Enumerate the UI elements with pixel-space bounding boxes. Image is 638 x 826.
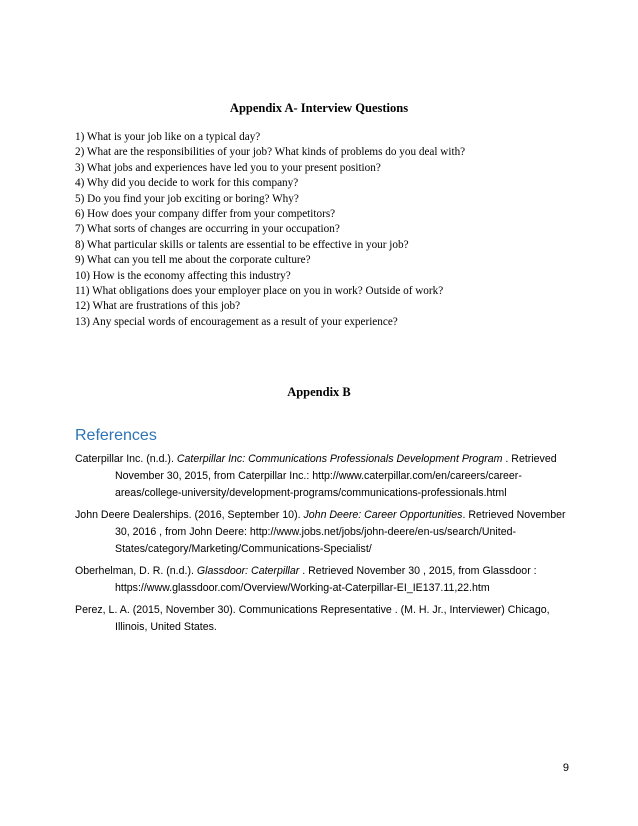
reference-list <box>75 451 570 641</box>
appendix-a-title: Appendix A- Interview Questions <box>229 101 409 115</box>
reference-title: John Deere: Career Opportunities <box>303 509 463 521</box>
reference-text: . Retrieved November 30, 2015, from Caterpillar Inc.: http://www.caterpillar.com/en/careers/career-areas/college-university/development-programs/communications-professionals.html <box>115 453 557 499</box>
reference-entry <box>75 602 570 636</box>
interview-question: 4) Why did you decide to work for this company? <box>75 177 299 190</box>
reference-entry <box>75 451 570 502</box>
reference-text: . Retrieved November 30, 2016 , from John Deere: http://www.jobs.net/jobs/john-deere/en-us/search/United-States/category/Marketing/Communications-Specialist/ <box>115 509 566 555</box>
reference-entry <box>75 507 570 558</box>
appendix-b-title: Appendix B <box>287 385 351 399</box>
interview-question: 12) What are frustrations of this job? <box>75 300 241 313</box>
reference-text: Perez, L. A. (2015, November 30). Communications Representative . (M. H. Jr., Interviewer) Chicago, Illinois, United States. <box>75 604 550 633</box>
reference-text: Oberhelman, D. R. (n.d.). <box>75 565 197 577</box>
interview-question: 7) What sorts of changes are occurring in your occupation? <box>75 223 340 236</box>
interview-question: 11) What obligations does your employer place on you in work? Outside of work? <box>75 285 444 298</box>
interview-question: 3) What jobs and experiences have led you to your present position? <box>75 161 381 174</box>
reference-text: Caterpillar Inc. (n.d.). <box>75 453 177 465</box>
interview-question: 6) How does your company differ from your competitors? <box>75 208 336 221</box>
interview-question: 5) Do you find your job exciting or boring? Why? <box>75 192 299 205</box>
interview-question: 13) Any special words of encouragement as a result of your experience? <box>75 315 398 328</box>
reference-title: Glassdoor: Caterpillar <box>196 565 300 577</box>
reference-text: John Deere Dealerships. (2016, September 10). <box>75 509 304 521</box>
interview-question: 2) What are the responsibilities of your job? What kinds of problems do you deal with? <box>75 146 466 159</box>
interview-question: 8) What particular skills or talents are essential to be effective in your job? <box>75 238 409 251</box>
reference-entry <box>75 563 570 597</box>
reference-text: . Retrieved November 30 , 2015, from Glassdoor : https://www.glassdoor.com/Overview/Working-at-Caterpillar-EI_IE137.11,22.htm <box>115 565 537 594</box>
reference-title: Caterpillar Inc: Communications Professionals Development Program <box>176 453 503 465</box>
interview-question: 9) What can you tell me about the corporate culture? <box>75 254 311 267</box>
interview-question-list <box>75 130 595 330</box>
references-heading: References <box>75 427 157 444</box>
interview-question: 10) How is the economy affecting this industry? <box>75 269 291 282</box>
page-number: 9 <box>562 762 569 774</box>
interview-question: 1) What is your job like on a typical day? <box>75 131 261 143</box>
